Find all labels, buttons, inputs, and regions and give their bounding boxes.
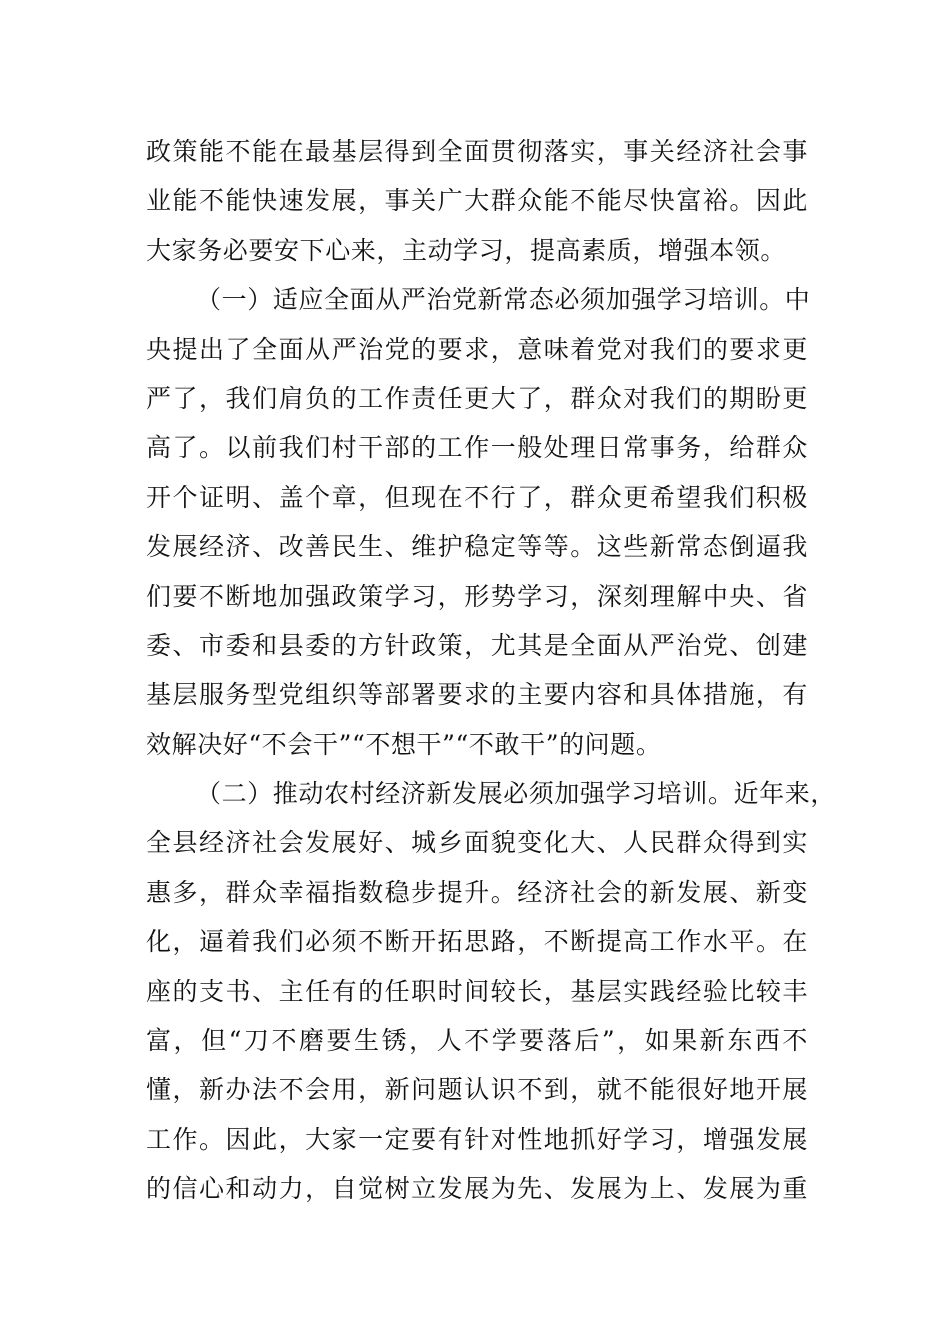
- text-line: 座的支书、主任有的任职时间较长，基层实践经验比较丰: [146, 976, 808, 1006]
- text-line: 政策能不能在最基层得到全面贯彻落实，事关经济社会事: [146, 137, 808, 166]
- text-line: 发展经济、改善民生、维护稳定等等。这些新常态倒逼我: [146, 532, 808, 562]
- text-line: 高了。以前我们村干部的工作一般处理日常事务，给群众: [146, 433, 808, 463]
- text-line: 们要不断地加强政策学习，形势学习，深刻理解中央、省: [146, 581, 808, 611]
- text-line: 开个证明、盖个章，但现在不行了，群众更希望我们积极: [146, 482, 808, 512]
- text-line: 惠多，群众幸福指数稳步提升。经济社会的新发展、新变: [146, 877, 808, 907]
- text-line: 大家务必要安下心来，主动学习，提高素质，增强本领。: [146, 235, 787, 265]
- text-line: 业能不能快速发展，事关广大群众能不能尽快富裕。因此: [146, 186, 808, 216]
- text-line: 严了，我们肩负的工作责任更大了，群众对我们的期盼更: [146, 383, 808, 413]
- text-line: 富，但“刀不磨要生锈，人不学要落后”，如果新东西不: [146, 1026, 808, 1056]
- section-heading-line: （一）适应全面从严治党新常态必须加强学习培训。中: [196, 285, 811, 315]
- text-line: 的信心和动力，自觉树立发展为先、发展为上、发展为重: [146, 1174, 808, 1204]
- text-line: 懂，新办法不会用，新问题认识不到，就不能很好地开展: [146, 1075, 808, 1105]
- text-line: 委、市委和县委的方针政策，尤其是全面从严治党、创建: [146, 630, 808, 660]
- text-line: 全县经济社会发展好、城乡面貌变化大、人民群众得到实: [146, 828, 808, 858]
- section-heading-line: （二）推动农村经济新发展必须加强学习培训。近年来，: [196, 779, 837, 809]
- text-line: 基层服务型党组织等部署要求的主要内容和具体措施，有: [146, 680, 808, 710]
- body-text: [146, 127, 837, 1214]
- text-line: 央提出了全面从严治党的要求，意味着党对我们的要求更: [146, 334, 808, 364]
- text-line: 工作。因此，大家一定要有针对性地抓好学习，增强发展: [146, 1124, 808, 1154]
- text-line: 化，逼着我们必须不断开拓思路，不断提高工作水平。在: [146, 927, 808, 957]
- text-line: 效解决好“不会干”“不想干”“不敢干”的问题。: [146, 729, 662, 759]
